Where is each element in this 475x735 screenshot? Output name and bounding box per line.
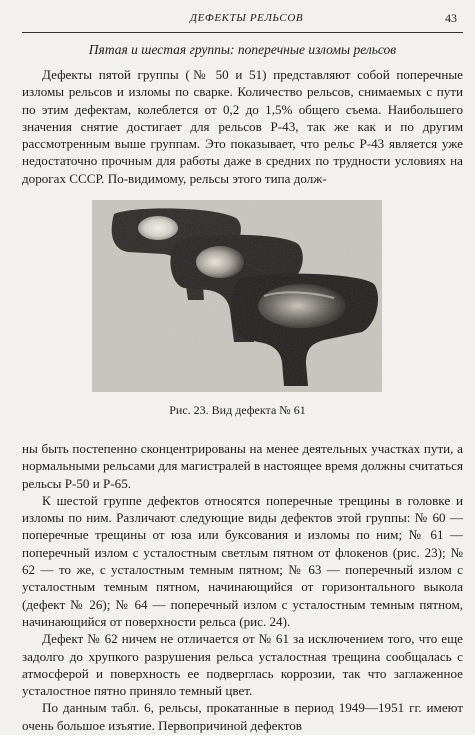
rail-fracture-photo: [92, 200, 382, 392]
running-header: [22, 6, 463, 33]
figure-rail-defect-photo: [92, 200, 382, 392]
page-number: 43: [445, 11, 457, 25]
paragraph: По данным табл. 6, рельсы, прокатанные в период 1949—1951 гг. имеют очень большое изъятие. Первопричиной дефектов: [22, 700, 463, 733]
paragraph: ны быть постепенно сконцентрированы на менее деятельных участках пути, а нормальными рельсами для магистралей в настоящее время должны считаться рельсы Р-50 и Р-65.: [22, 441, 463, 491]
paragraph: Дефект № 62 ничем не отличается от № 61 за исключением того, что еще задолго до хрупкого разрушения рельса усталостная трещина сообщалась с атмосферой и поверхность ее подверглась коррозии, так что заглаженное усталостное пятно приняло темный цвет.: [22, 631, 463, 699]
paragraph: Дефекты пятой группы (№ 50 и 51) представляют собой поперечные изломы рельсов и изломы по сварке. Количество рельсов, снимаемых с пути по этим дефектам, колеблется от 0,2 до 1,5% общего съема. Наибольшего значения снятие достигает для рельсов Р-43, так же как и по другим рассмотренным выше группам. Это показывает, что рельс Р-43 является уже недостаточно прочным для работы даже в средних по трудности условиях на дорогах СССР. По-видимому, рельсы этого типа долж-: [22, 67, 463, 186]
paragraph: К шестой группе дефектов относятся поперечные трещины в головке и изломы по ним. Различают следующие виды дефектов этой группы: № 60 — поперечные трещины от юза или буксования и изломы по ним; № 61 — поперечный излом с усталостным светлым пятном от флокенов (рис. 23); № 62 — то же, с усталостным темным пятном; № 63 — поперечный излом с усталостным темным пятном, начинающийся от горизонтального выкола (дефект № 26); № 64 — поперечный излом с усталостным темным пятном, начинающийся от поверхности рельса (рис. 24).: [22, 492, 463, 629]
section-title: Пятая и шестая группы: поперечные изломы рельсов: [88, 42, 397, 57]
text-before-figure: [22, 66, 463, 187]
text-after-figure: [22, 440, 463, 734]
running-title: ДЕФЕКТЫ РЕЛЬСОВ: [190, 12, 304, 24]
figure-caption: Рис. 23. Вид дефекта № 61: [169, 403, 306, 417]
